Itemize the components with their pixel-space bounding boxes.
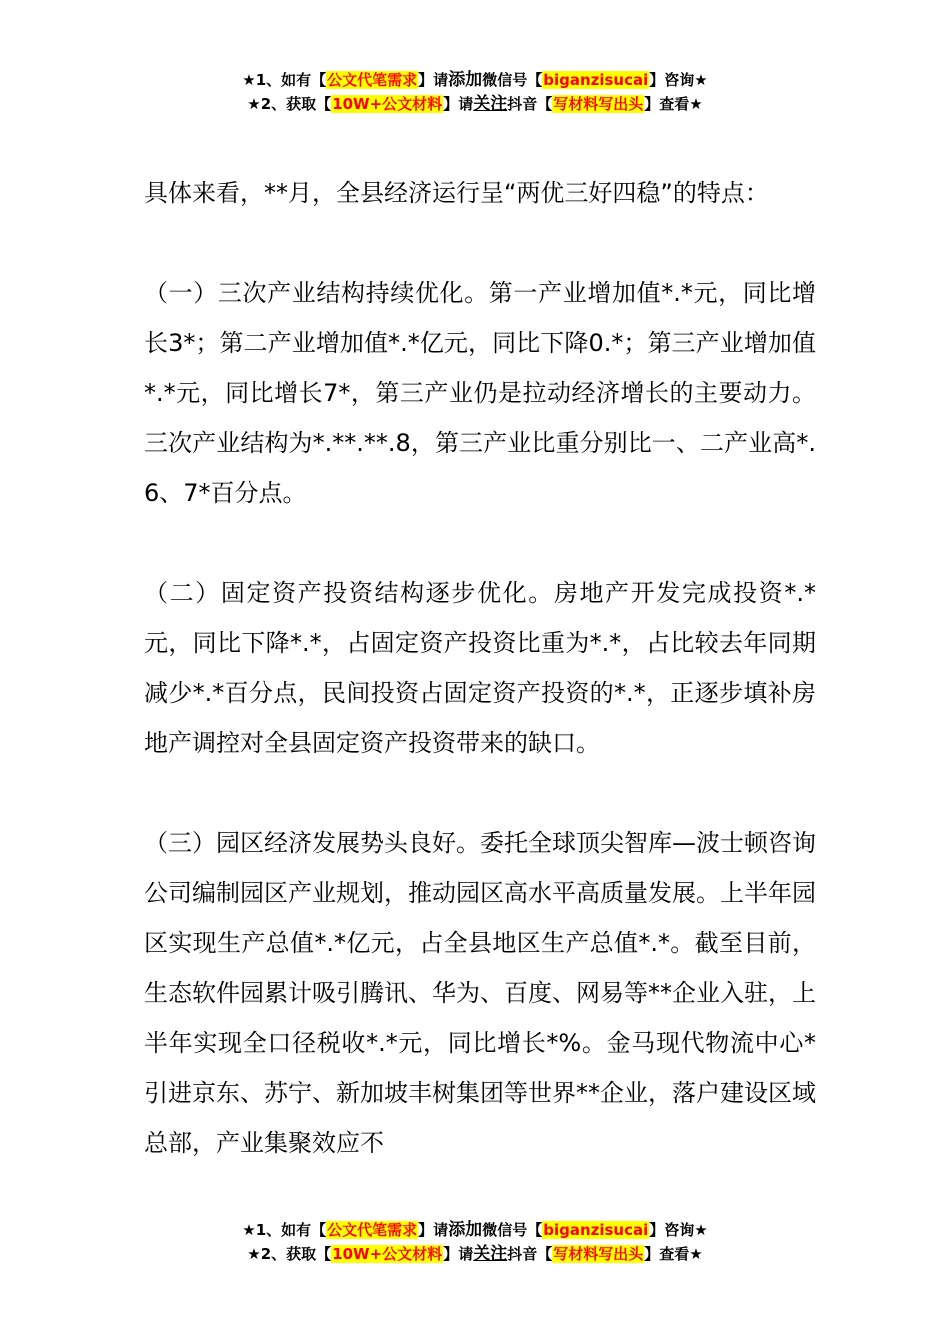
highlight-materials: 10W+公文材料 [332, 95, 443, 113]
banner-text: 微信号【 [482, 1221, 543, 1239]
banner-line-1 [0, 1218, 950, 1242]
highlight-douyin-account: 写材料写出头 [553, 1245, 644, 1263]
banner-text: 】咨询★ [649, 71, 708, 89]
header-banner [0, 68, 950, 116]
star-icon: ★ [242, 1221, 256, 1239]
banner-text: 】查看★ [644, 95, 703, 113]
banner-text: 2、获取【 [260, 1245, 332, 1263]
highlight-douyin-account: 写材料写出头 [553, 95, 644, 113]
star-icon: ★ [247, 95, 261, 113]
paragraph-fixed-investment: （二）固定资产投资结构逐步优化。房地产开发完成投资*.*元，同比下降*.*，占固定资产投资比重为*.*，占比较去年同期减少*.*百分点，民间投资占固定资产投资的*.*，正逐步填补房地产调控对全县固定资产投资带来的缺口。 [144, 579, 816, 757]
banner-text: 1、如有【 [255, 1221, 327, 1239]
banner-text: 】查看★ [644, 1245, 703, 1263]
banner-text: 】请 [443, 95, 474, 113]
banner-emphasis: 关注 [473, 1244, 508, 1264]
highlight-service: 公文代笔需求 [327, 1221, 418, 1239]
banner-text: 抖音【 [507, 1245, 553, 1263]
banner-text: 】请 [418, 1221, 449, 1239]
highlight-materials: 10W+公文材料 [332, 1245, 443, 1263]
banner-emphasis: 添加 [448, 70, 483, 90]
banner-text: 抖音【 [507, 95, 553, 113]
banner-emphasis: 添加 [448, 1220, 483, 1240]
banner-text: 2、获取【 [260, 95, 332, 113]
banner-text: 】咨询★ [649, 1221, 708, 1239]
banner-line-2 [0, 1242, 950, 1266]
highlight-wechat-id: biganzisucai [543, 71, 649, 89]
banner-text: 1、如有【 [255, 71, 327, 89]
banner-text: 微信号【 [482, 71, 543, 89]
highlight-service: 公文代笔需求 [327, 71, 418, 89]
document-body [144, 168, 816, 1218]
star-icon: ★ [247, 1245, 261, 1263]
banner-emphasis: 关注 [473, 94, 508, 114]
footer-banner [0, 1218, 950, 1266]
banner-line-1 [0, 68, 950, 92]
banner-text: 】请 [418, 71, 449, 89]
banner-line-2 [0, 92, 950, 116]
paragraph-industry-structure: （一）三次产业结构持续优化。第一产业增加值*.*元，同比增长3*；第二产业增加值*.*亿元，同比下降0.*；第三产业增加值*.*元，同比增长7*，第三产业仍是拉动经济增长的主要动力。三次产业结构为*.**.**.8，第三产业比重分别比一、二产业高*.6、7*百分点。 [144, 279, 816, 507]
banner-text: 】请 [443, 1245, 474, 1263]
paragraph-park-economy: （三）园区经济发展势头良好。委托全球顶尖智库—波士顿咨询公司编制园区产业规划，推动园区高水平高质量发展。上半年园区实现生产总值*.*亿元，占全县地区生产总值*.*。截至目前，生态软件园累计吸引腾讯、华为、百度、网易等**企业入驻，上半年实现全口径税收*.*元，同比增长*%。金马现代物流中心*引进京东、苏宁、新加坡丰树集团等世界**企业，落户建设区域总部，产业集聚效应不 [144, 829, 816, 1157]
paragraph-intro: 具体来看，**月，全县经济运行呈“两优三好四稳”的特点： [144, 179, 769, 207]
highlight-wechat-id: biganzisucai [543, 1221, 649, 1239]
star-icon: ★ [242, 71, 256, 89]
